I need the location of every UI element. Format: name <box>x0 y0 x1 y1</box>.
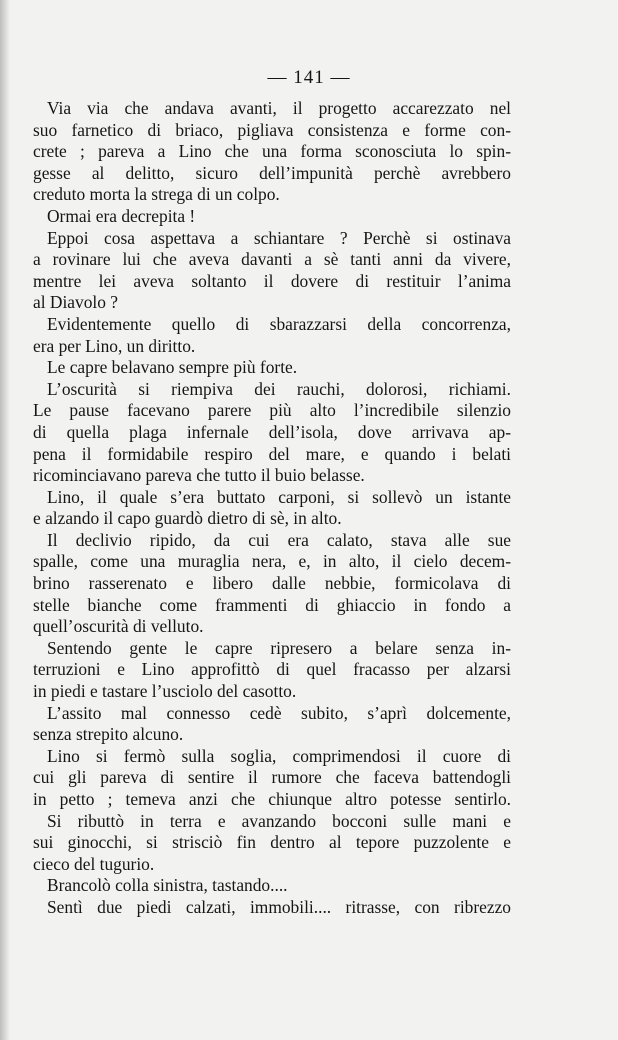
text-line: Lino si fermò sulla soglia, comprimendosi il cuore di <box>47 745 511 766</box>
text-line: sui ginocchi, si strisciò fin dentro al tepore puzzolente e <box>33 832 511 853</box>
text-line: gesse al delitto, sicuro dell’impunità perchè avrebbero <box>33 162 511 183</box>
text-line: Sentendo gente le capre ripresero a belare senza in- <box>47 637 511 658</box>
text-line: crete ; pareva a Lino che una forma sconosciuta lo spin- <box>33 141 511 162</box>
text-line: creduto morta la strega di un colpo. <box>33 184 280 205</box>
text-line: Le pause facevano parere più alto l’incredibile silenzio <box>33 400 511 421</box>
text-line: al Diavolo ? <box>33 292 118 313</box>
text-line: senza strepito alcuno. <box>33 724 184 745</box>
text-line: stelle bianche come frammenti di ghiaccio in fondo a <box>33 594 511 615</box>
text-line: Le capre belavano sempre più forte. <box>47 357 298 378</box>
text-line: quell’oscurità di velluto. <box>33 616 204 637</box>
text-line: L’assito mal connesso cedè subito, s’aprì dolcemente, <box>47 702 511 723</box>
page-edge-shadow <box>0 0 10 1040</box>
text-line: Sentì due piedi calzati, immobili.... ritrasse, con ribrezzo <box>47 896 511 917</box>
text-line: terruzioni e Lino approfittò di quel fracasso per alzarsi <box>33 659 511 680</box>
text-line: cieco del tugurio. <box>33 853 155 874</box>
text-line: L’oscurità si riempiva dei rauchi, dolorosi, richiami. <box>47 378 511 399</box>
text-line: brino rasserenato e libero dalle nebbie, formicolava di <box>33 573 511 594</box>
text-line: e alzando il capo guardò dietro di sè, in alto. <box>33 508 342 529</box>
text-line: in petto ; temeva anzi che chiunque altro potesse sentirlo. <box>33 789 511 809</box>
text-line: suo farnetico di briaco, pigliava consistenza e forme con- <box>33 119 511 140</box>
text-line: Brancolò colla sinistra, tastando.... <box>47 875 288 896</box>
text-line: Via via che andava avanti, il progetto accarezzato nel <box>47 98 511 118</box>
text-line: Evidentemente quello di sbarazzarsi della concorrenza, <box>47 313 511 334</box>
text-line: pena il formidabile respiro del mare, e quando i belati <box>33 443 511 464</box>
text-line: a rovinare lui che aveva davanti a sè tanti anni da vivere, <box>33 249 511 270</box>
text-line: cui gli pareva di sentire il rumore che faceva battendogli <box>33 767 511 788</box>
text-line: Eppoi cosa aspettava a schiantare ? Perchè si ostinava <box>47 227 511 248</box>
text-line: Si ributtò in terra e avanzando bocconi sulle mani e <box>47 810 511 831</box>
page-number: — 141 — <box>267 67 351 88</box>
text-line: era per Lino, un diritto. <box>33 335 196 356</box>
text-line: di quella plaga infernale dell’isola, dove arrivava ap- <box>33 421 511 442</box>
text-line: ricominciavano pareva che tutto il buio belasse. <box>33 465 365 486</box>
text-line: in piedi e tastare l’usciolo del casotto. <box>33 681 297 702</box>
text-line: Ormai era decrepita ! <box>47 205 196 226</box>
body-text <box>33 98 511 919</box>
text-line: spalle, come una muraglia nera, e, in alto, il cielo decem- <box>33 551 511 572</box>
text-line: Lino, il quale s’era buttato carponi, si sollevò un istante <box>47 486 511 507</box>
text-line: mentre lei aveva soltanto il dovere di restituir l’anima <box>33 270 511 291</box>
text-line: Il declivio ripido, da cui era calato, stava alle sue <box>47 529 511 550</box>
